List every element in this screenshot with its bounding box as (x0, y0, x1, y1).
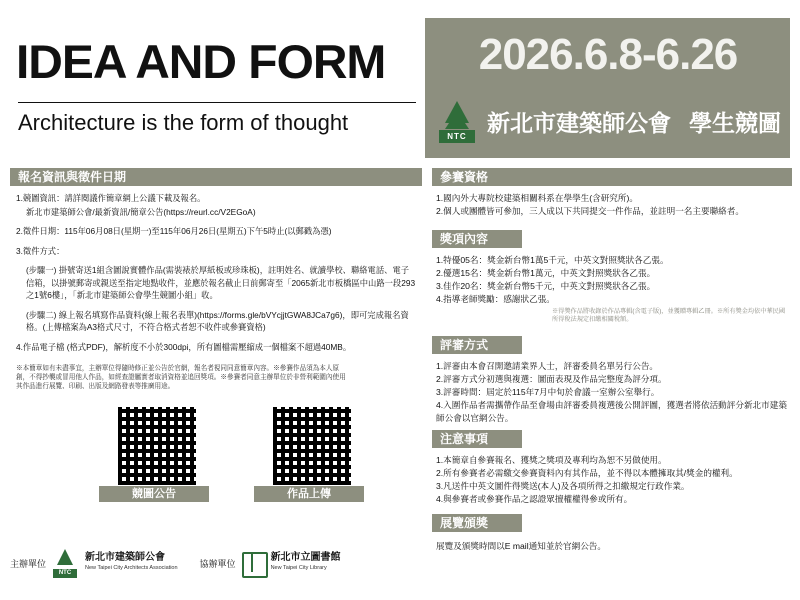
host-label: 主辦單位 (10, 558, 47, 569)
page-title: IDEA AND FORM (16, 35, 386, 88)
library-logo-icon (240, 549, 266, 577)
poster-header (0, 18, 800, 158)
awards-item-3: 4.指導老師獎勵：感謝狀乙張。 (436, 294, 555, 304)
host-logo-text: NTC (53, 569, 77, 578)
awards-note: ※得獎作品將收錄於作品專輯(含電子版)，並獲贈專輯乙冊。※所有獎金均依中華民國所得稅法規定扣繳相關稅額。 (552, 308, 786, 324)
header-right (425, 18, 790, 158)
judging-item-0: 1.評審由本會召開邀請業界人士，評審委員名單另行公告。 (436, 361, 659, 371)
section-bar-notes: 注意事項 (432, 430, 522, 448)
ntc-logo-text: NTC (439, 130, 475, 143)
header-left (10, 18, 422, 158)
left-item-1: 新北市建築師公會/最新資訊/簡章公告(https://reurl.cc/V2EGoA) (26, 206, 256, 217)
qr-label-announcement: 競圖公告 (99, 486, 209, 502)
footer-organizers (10, 538, 422, 588)
qr-label-upload: 作品上傳 (254, 486, 364, 502)
organizer-name: 新北市建築師公會 (487, 109, 671, 136)
section-bar-judging: 評審方式 (432, 336, 522, 354)
host-logo-icon (50, 548, 80, 578)
awards-item-0: 1.特優05名：獎金新台幣1萬5千元，中英文對照獎狀各乙張。 (436, 255, 669, 265)
host-name: 新北市建築師公會 New Taipei City Architects Association (85, 552, 178, 574)
left-item-4: (步驟一) 掛號寄送1組含圖說實體作品(需裝裱於厚紙板或珍珠板)，註明姓名、就讀學校、聯絡電話、電子信箱，以掛號郵寄或親送至指定地點收件，並應於報名截止日前郵寄至「2065新北市板橋區中山路一段293之1號6樓」，「新北市建築師公會學生競圖小組」收。 (26, 265, 416, 300)
exhibition-item-0: 展覽及頒獎時間以E mail通知並於官網公告。 (436, 541, 606, 551)
notes-item-0: 1.本簡章自參賽報名、獲獎之獎項及專利均為恕不另做使用。 (436, 455, 667, 465)
organizer-row (435, 96, 785, 146)
left-item-3: 3.徵件方式： (16, 245, 65, 256)
left-column (10, 168, 422, 588)
section-bar-qualification: 參賽資格 (432, 168, 792, 186)
judging-item-3: 4.入圍作品者需攜帶作品至會場由評審委員複選後公開評圖，獲選者將依活動評分新北市建築師公會以官網公告。 (436, 400, 787, 423)
qr-code-upload[interactable] (270, 404, 354, 488)
left-item-5: (步驟二) 線上報名填寫作品資料(線上報名表單)(https://forms.gle/bVYcjjtGWA8JCa7g6)，即可完成報名資格。(上傳檔案為A3格式尺寸，不符合格式者恕不收件或參賽資格) (26, 309, 409, 332)
co-name-en: New Taipei City Library (270, 565, 327, 571)
judging-item-1: 2.評審方式分初選與複選：圖面表現及作品完整度為評分項。 (436, 374, 667, 384)
left-section-bar: 報名資訊與徵件日期 (10, 168, 422, 186)
qualification-item-0: 1.國內外大專院校建築相關科系在學學生(含研究所)。 (436, 193, 638, 203)
section-bar-awards: 獎項內容 (432, 230, 522, 248)
event-dates: 2026.6.8-6.26 (478, 30, 738, 79)
qr-area (70, 404, 410, 524)
section-bar-exhibition: 展覽頒獎 (432, 514, 522, 532)
left-item-2: 2.徵件日期：115年06月08日(星期一)至115年06月26日(星期五)下午5時止(以郵戳為憑) (16, 226, 332, 236)
page-subtitle: Architecture is the form of thought (18, 110, 349, 135)
awards-item-1: 2.優選15名：獎金新台幣1萬元，中英文對照獎狀各乙張。 (436, 268, 656, 278)
event-name: 學生競圖 (689, 109, 781, 136)
host-name-en: New Taipei City Architects Association (85, 565, 178, 571)
notes-item-3: 4.與參賽者或參賽作品之認證眾擅權權得參或所有。 (436, 494, 633, 504)
notes-item-2: 3.凡送件中英文圖件得獎送(本人)及各項所得之扣繳規定行政作業。 (436, 481, 690, 491)
notes-item-1: 2.所有參賽者必需繳交參賽資料內有其作品，並不得以本體擁取其/獎金的權利。 (436, 468, 738, 478)
qualification-item-1: 2.個人或團體皆可參加，三人成以下共同提交一件作品，並註明一名主要聯絡者。 (436, 206, 744, 216)
left-fine-print: ※本簡章如有未盡事宜，主辦單位得隨時修正並公告於官網，報名者視同同意簡章內容。※參賽作品須為本人原創，不得抄襲或冒用他人作品，如經查證屬實者取消資格並追回獎項。※參賽者同意主辦單位於非營利範圍內使用其作品進行展覽、印刷、出版及網路發表等推廣用途。 (16, 365, 346, 390)
left-item-0: 1.競圖資訊：請詳閱議作簡章網上公議下載及報名。 (16, 193, 206, 203)
qr-code-announcement[interactable] (115, 404, 199, 488)
co-name: 新北市立圖書館 New Taipei City Library (271, 552, 341, 574)
right-column (432, 168, 792, 588)
co-label: 協辦單位 (199, 558, 236, 569)
ntc-logo-icon (435, 99, 479, 143)
title-divider (18, 102, 416, 103)
awards-item-2: 3.佳作20名：獎金新台幣5千元，中英文對照獎狀各乙張。 (436, 281, 656, 291)
judging-item-2: 3.評審時間：屆定於115年7月中旬於會議一室辦公室舉行。 (436, 387, 660, 397)
left-item-6: 4.作品電子檔 (格式PDF)，解析度不小於300dpi，所有圖檔需壓縮成一個檔案不超過40MB。 (16, 341, 352, 352)
